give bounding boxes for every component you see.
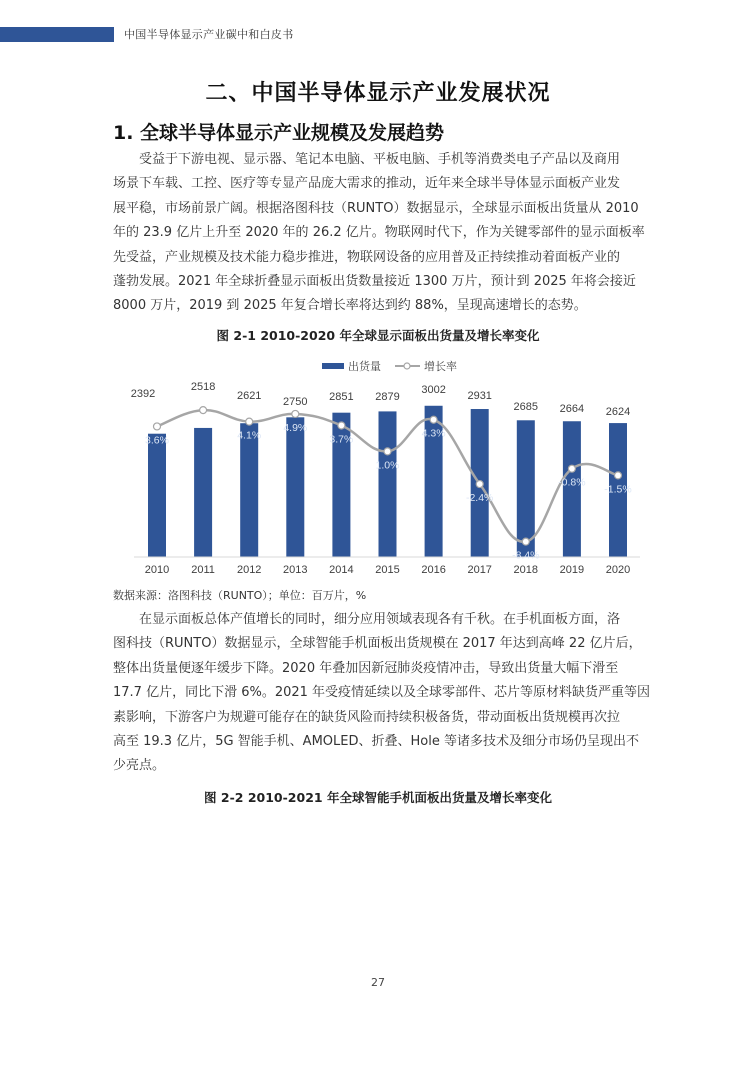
growth-point-marker (246, 418, 253, 425)
legend-label: 出货量 (348, 361, 381, 373)
figure-1-caption: 图 2-1 2010-2020 年全球显示面板出货量及增长率变化 (216, 328, 540, 343)
growth-rate-label: -0.8% (558, 476, 586, 489)
x-axis-tick-label: 2014 (329, 564, 354, 576)
growth-rate-label: -2.4% (465, 492, 494, 505)
page-number: 27 (371, 976, 385, 989)
legend-bar-swatch (322, 363, 344, 369)
chart-bar (563, 421, 581, 557)
chart-legend (322, 359, 457, 373)
bar-value-label: 2392 (130, 388, 156, 400)
figure-1-source: 数据来源：洛图科技（RUNTO）；单位：百万片，% (113, 589, 367, 602)
x-axis-tick-label: 2013 (283, 564, 308, 576)
bar-value-label: 2624 (605, 406, 631, 418)
growth-point-marker (615, 472, 622, 479)
paragraph-line: 整体出货量便逐年缓步下降。2020 年叠加因新冠肺炎疫情冲击，导致出货量大幅下滑至 (113, 660, 619, 676)
growth-point-marker (154, 423, 161, 430)
growth-rate-label: -8.4% (512, 549, 540, 562)
bar-value-label: 2750 (283, 396, 308, 408)
x-axis-tick-label: 2011 (191, 564, 215, 576)
document-header-title: 中国半导体显示产业碳中和白皮书 (124, 28, 294, 41)
x-axis-tick-label: 2012 (236, 564, 262, 576)
growth-point-marker (430, 416, 437, 423)
growth-point-marker (200, 407, 207, 414)
chart-bar (148, 434, 166, 557)
paragraph-line: 先受益，产业规模及技术能力稳步推进，物联网设备的应用普及正持续推动着面板产业的 (113, 249, 621, 265)
growth-point-marker (384, 448, 391, 455)
growth-rate-label: 3.6% (145, 434, 169, 447)
growth-point-marker (522, 538, 529, 545)
growth-rate-label: 1.0% (375, 459, 400, 472)
chart-bar (194, 428, 212, 557)
bar-value-label: 2879 (375, 391, 400, 403)
section-title: 二、中国半导体显示产业发展状况 (205, 81, 551, 106)
bar-value-label: 2931 (467, 390, 492, 402)
chart-bar (286, 417, 304, 557)
x-axis-tick-label: 2017 (467, 564, 492, 576)
bar-value-label: 2851 (329, 391, 354, 403)
paragraph-line: 展平稳，市场前景广阔。根据洛图科技（RUNTO）数据显示，全球显示面板出货量从 2010 (113, 200, 639, 216)
x-axis-tick-label: 2010 (144, 564, 170, 576)
paragraph-line: 少亮点。 (113, 758, 166, 774)
paragraph-line: 高至 19.3 亿片，5G 智能手机、AMOLED、折叠、Hole 等诸多技术及细分市场仍呈现出不 (113, 734, 639, 750)
paragraph-line: 年的 23.9 亿片上升至 2020 年的 26.2 亿片。物联网时代下，作为关键零部件的显示面板率 (113, 225, 645, 241)
chart-bar (379, 411, 397, 557)
growth-rate-label: 4.9% (283, 421, 308, 434)
bar-value-label: 2685 (513, 401, 539, 413)
bar-value-label: 3002 (421, 384, 446, 396)
growth-point-marker (568, 465, 575, 472)
paragraph-line: 8000 万片，2019 到 2025 年复合增长率将达到约 88%，呈现高速增长的态势。 (113, 298, 587, 314)
growth-rate-label: 4.1% (237, 429, 262, 442)
x-axis-tick-label: 2018 (513, 564, 539, 576)
paragraph-line: 素影响，下游客户为规避可能存在的缺货风险而持续积极备货，带动面板出货规模再次拉 (113, 709, 621, 725)
growth-rate-label: -1.5% (604, 483, 632, 496)
growth-point-marker (338, 422, 345, 429)
growth-point-marker (292, 410, 299, 417)
x-axis-tick-label: 2015 (375, 564, 400, 576)
figure-2-caption: 图 2-2 2010-2021 年全球智能手机面板出货量及增长率变化 (204, 790, 552, 805)
subsection-title: 1. 全球半导体显示产业规模及发展趋势 (113, 122, 445, 144)
x-axis-tick-label: 2016 (421, 564, 446, 576)
legend-label: 增长率 (424, 361, 457, 373)
bar-value-label: 2518 (190, 381, 216, 393)
paragraph-line: 场景下车载、工控、医疗等专显产品庞大需求的推动，近年来全球半导体显示面板产业发 (113, 176, 621, 192)
growth-point-marker (476, 481, 483, 488)
paragraph-2 (113, 608, 651, 779)
chart-bar (240, 423, 258, 557)
x-axis-tick-label: 2020 (605, 564, 631, 576)
bar-value-label: 2664 (559, 403, 585, 415)
legend-marker-icon (404, 363, 410, 369)
paragraph-line: 受益于下游电视、显示器、笔记本电脑、平板电脑、手机等消费类电子产品以及商用 (139, 152, 621, 167)
bar-value-label: 2621 (236, 390, 262, 402)
growth-rate-label: 3.7% (329, 433, 354, 446)
chart-bar (517, 420, 535, 557)
paragraph-line: 17.7 亿片，同比下滑 6%。2021 年受疫情延续以及全球零部件、芯片等原材料缺货严重等因 (113, 685, 651, 701)
x-axis-labels (145, 564, 630, 576)
paragraph-line: 蓬勃发展。2021 年全球折叠显示面板出货数量接近 1300 万片，预计到 2025 年将会接近 (113, 274, 636, 290)
growth-rate-label: 4.3% (421, 427, 446, 440)
paragraph-line: 图科技（RUNTO）数据显示，全球智能手机面板出货规模在 2017 年达到高峰 22 亿片后， (113, 636, 642, 652)
paragraph-line: 在显示面板总体产值增长的同时，细分应用领域表现各有千秋。在手机面板方面，洛 (139, 612, 621, 627)
x-axis-tick-label: 2019 (559, 564, 585, 576)
